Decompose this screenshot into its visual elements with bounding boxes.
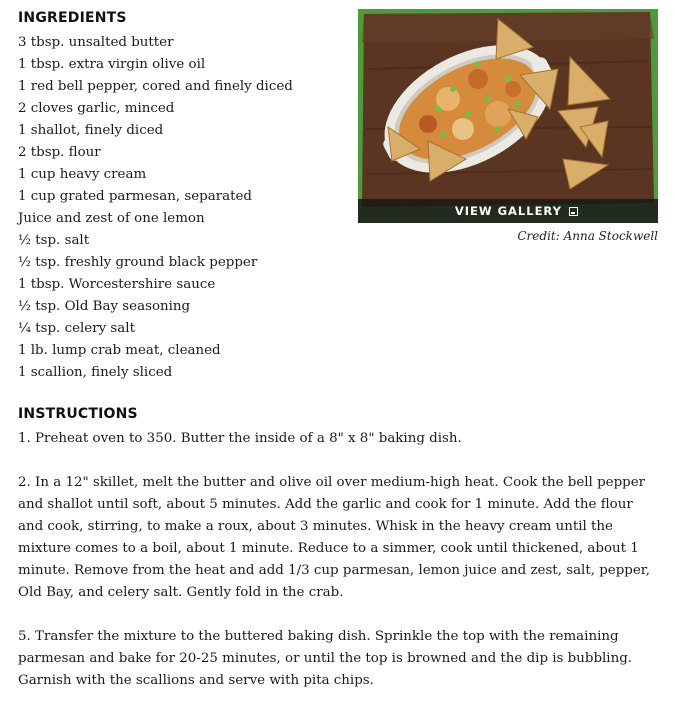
ingredient-item: 1 tbsp. Worcestershire sauce <box>18 277 216 292</box>
ingredient-item: Juice and zest of one lemon <box>18 211 205 226</box>
gallery-icon <box>569 207 578 216</box>
instruction-step: 1. Preheat oven to 350. Butter the inside of a 8" x 8" baking dish. <box>18 431 462 446</box>
instructions-list <box>18 428 658 714</box>
ingredient-item: 1 scallion, finely sliced <box>18 365 173 380</box>
ingredient-item: 2 cloves garlic, minced <box>18 101 175 116</box>
ingredient-item: 3 tbsp. unsalted butter <box>18 35 174 50</box>
ingredient-item: ½ tsp. salt <box>18 233 90 248</box>
photo-credit: Credit: Anna Stockwell <box>517 229 658 243</box>
ingredients-list <box>18 32 293 384</box>
ingredient-item: 2 tbsp. flour <box>18 145 101 160</box>
instruction-step: 2. In a 12" skillet, melt the butter and olive oil over medium-high heat. Cook the bell pepper and shallot until soft, about 5 minutes. Add the garlic and cook for 1 minute. Add the flour and cook, stirring, to make a roux, about 3 minutes. Whisk in the heavy cream until the mixture comes to a boil, about 1 minute. Reduce to a simmer, cook until thickened, about 1 minute. Remove from the heat and add 1/3 cup parmesan, lemon juice and zest, salt, pepper, Old Bay, and celery salt. Gently fold in the crab. <box>18 475 650 600</box>
view-gallery-label: VIEW GALLERY <box>454 204 562 218</box>
ingredient-item: 1 lb. lump crab meat, cleaned <box>18 343 221 358</box>
instructions-heading: INSTRUCTIONS <box>18 406 138 422</box>
ingredient-item: 1 red bell pepper, cored and finely diced <box>18 79 293 94</box>
ingredient-item: ½ tsp. Old Bay seasoning <box>18 299 191 314</box>
ingredient-item: 1 tbsp. extra virgin olive oil <box>18 57 206 72</box>
recipe-photo[interactable] <box>358 9 658 223</box>
view-gallery-button[interactable] <box>358 199 658 223</box>
ingredient-item: 1 cup heavy cream <box>18 167 147 182</box>
ingredient-item: ¼ tsp. celery salt <box>18 321 135 336</box>
ingredient-item: 1 shallot, finely diced <box>18 123 164 138</box>
crab-dip-image <box>358 9 658 223</box>
ingredient-item: 1 cup grated parmesan, separated <box>18 189 253 204</box>
ingredients-heading: INGREDIENTS <box>18 10 127 26</box>
ingredient-item: ½ tsp. freshly ground black pepper <box>18 255 258 270</box>
instruction-step: 5. Transfer the mixture to the buttered baking dish. Sprinkle the top with the remaining parmesan and bake for 20-25 minutes, or until the top is browned and the dip is bubbling. Garnish with the scallions and serve with pita chips. <box>18 629 633 688</box>
